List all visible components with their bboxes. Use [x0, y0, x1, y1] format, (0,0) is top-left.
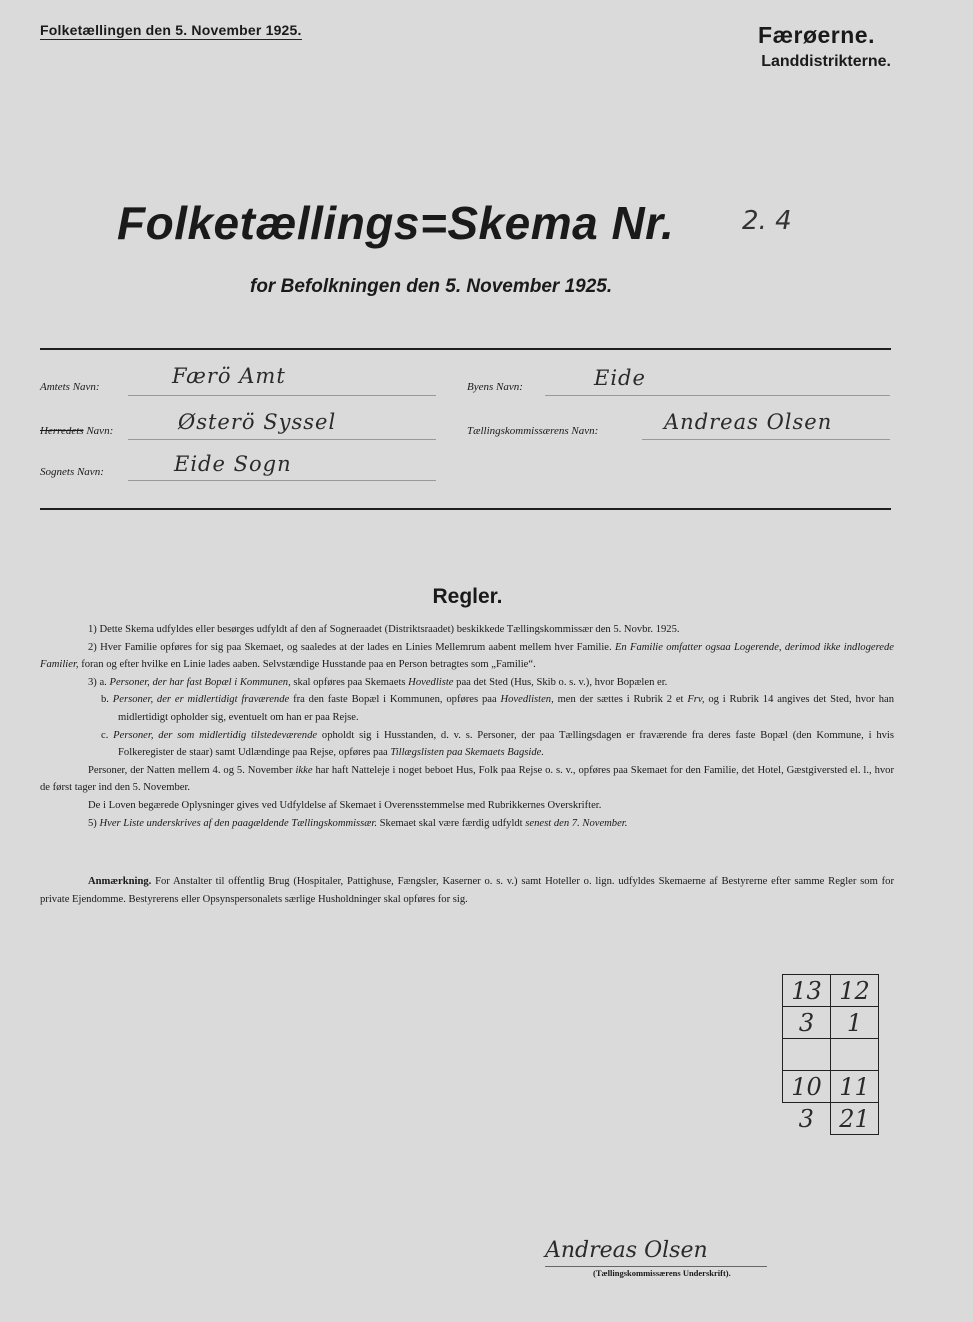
rule-3a-text-end: paa det Sted (Hus, Skib o. s. v.), hvor Bopælen er.: [456, 676, 668, 688]
rule-5-num: 5): [88, 817, 97, 829]
rule-2-text-end: foran og efter hvilke en Linie lades aaben. Selvstændige Husstande paa en Person betragtes som „Familie“.: [81, 659, 536, 671]
note-text: For Anstalter til offentlig Brug (Hospitaler, Pattighuse, Fængsler, Kaserner o. s. v.) samt Hoteller o. lign. udfyldes Skemaerne af Bestyrerne efter samme Regler som for private Ejendomme. Bestyrerens eller Opsynspersonalets særlige Husholdninger skal opføres for sig.: [40, 876, 894, 905]
tally-cell: 1: [831, 1007, 879, 1039]
by-line: [545, 395, 890, 396]
tally-cell: 3: [783, 1103, 831, 1135]
rule-3b-italic-2: Hovedlisten,: [500, 694, 554, 706]
rule-3c-text: opholdt sig i Husstanden, d. v. s. Personer, der paa Tællingsdagen er fraværende fra deres faste Bopæl (den Kommune, i hvis Folkeregister de staar) samt Udlændinge paa Rejse, opføres paa: [118, 729, 894, 759]
rule-3a-text: skal opføres paa Skemaets: [293, 676, 406, 688]
rule-3b-italic-3: Frv,: [687, 694, 705, 706]
tally-cell: 21: [831, 1103, 879, 1135]
note-label: Anmærkning.: [88, 876, 152, 887]
kommissaer-line: [642, 439, 890, 440]
herred-label-suffix: Navn:: [83, 425, 114, 437]
signature-caption: (Tællingskommissærens Underskrift).: [593, 1268, 731, 1278]
kommissaer-value: Andreas Olsen: [664, 410, 833, 434]
herred-line: [128, 439, 436, 440]
sogn-value: Eide Sogn: [174, 452, 292, 476]
amt-label: Amtets Navn:: [40, 381, 100, 393]
form-number-handwritten: 2. 4: [742, 206, 792, 236]
rules-heading: Regler.: [432, 585, 503, 608]
rules-body: [40, 621, 894, 832]
rule-3c-italic-2: Tillægslisten paa Skemaets Bagside.: [390, 747, 545, 759]
rule-3b-text-2: men der sættes i Rubrik 2 et: [557, 694, 684, 706]
tally-table: [782, 974, 879, 1135]
amt-line: [128, 395, 436, 396]
tally-cell: [831, 1039, 879, 1071]
rule-3c-italic: Personer, der som midlertidig tilstedeværende: [113, 729, 318, 741]
herred-label: [40, 425, 113, 437]
rule-2-italic: En Familie omfatter ogsaa Logerende, derimod ikke indlogerede Familier,: [40, 641, 894, 671]
tally-row: [783, 1103, 879, 1135]
region-header: [758, 22, 891, 71]
rule-5: [40, 815, 894, 833]
tally-cell: 3: [783, 1007, 831, 1039]
region-subtitle: Landdistrikterne.: [761, 53, 891, 70]
tally-cell: 12: [831, 975, 879, 1007]
tally-row: [783, 1007, 879, 1039]
rule-5-text: Skemaet skal være færdig udfyldt: [379, 817, 523, 829]
rule-3b-italic: Personer, der er midlertidigt fraværende: [112, 694, 290, 706]
rule-4: [40, 762, 894, 797]
bottom-divider: [40, 508, 891, 510]
rule-3b-text: fra den faste Bopæl i Kommunen, opføres paa: [293, 694, 497, 706]
rule-3c-num: c.: [101, 729, 109, 741]
by-value: Eide: [594, 366, 646, 390]
rule-2-text: 2) Hver Familie opføres for sig paa Skemaet, og saaledes at der lades en Linies Mellemrum aabent mellem hver Familie.: [88, 641, 612, 653]
rule-2: [40, 639, 894, 674]
signature: Andreas Olsen: [545, 1238, 708, 1263]
form-subtitle: for Befolkningen den 5. November 1925.: [250, 276, 613, 297]
rule-4-law: De i Loven begærede Oplysninger gives ved Udfyldelse af Skemaet i Overensstemmelse med Rubrikkernes Overskrifter.: [88, 799, 602, 811]
rule-5-italic-2: senest den 7. November.: [525, 817, 628, 829]
rule-3a-italic: Personer, der har fast Bopæl i Kommunen,: [109, 676, 291, 688]
rule-3b-num: b.: [101, 694, 109, 706]
form-title: Folketællings=Skema Nr.: [117, 197, 675, 249]
top-divider: [40, 348, 891, 350]
tally-cell: 11: [831, 1071, 879, 1103]
rule-4-italic: ikke: [295, 764, 313, 776]
rule-3a-num: 3) a.: [88, 676, 107, 688]
tally-cell: 10: [783, 1071, 831, 1103]
rule-4-text: Personer, der Natten mellem 4. og 5. November: [88, 764, 293, 776]
rule-3b: [40, 691, 894, 726]
herred-value: Østerö Syssel: [178, 410, 337, 434]
tally-cell: 13: [783, 975, 831, 1007]
sogn-label: Sognets Navn:: [40, 466, 104, 478]
rule-5-italic: Hver Liste underskrives af den paagældende Tællingskommissær.: [99, 817, 377, 829]
amt-value: Færö Amt: [172, 364, 286, 388]
census-date-header: Folketællingen den 5. November 1925.: [40, 22, 302, 38]
signature-line: [545, 1266, 767, 1267]
region-title: Færøerne.: [758, 22, 875, 48]
note-paragraph: [40, 873, 894, 908]
tally-cell: [783, 1039, 831, 1071]
tally-row: [783, 975, 879, 1007]
sogn-line: [128, 480, 436, 481]
tally-row: [783, 1071, 879, 1103]
herred-label-struck: Herredets: [40, 425, 84, 437]
rule-3b-text-end: og i Rubrik 14 angives det Sted, hvor han midlertidigt opholder sig, eventuelt om han er paa Rejse.: [118, 694, 894, 723]
rule-4-text-end: har haft Natteleje i noget beboet Hus, Folk paa Rejse o. s. v., opføres paa Skemaet for den Familie, det Hotel, Gæstgiversted el. l., hvor de først tager ind den 5. November.: [40, 764, 894, 794]
tally-row: [783, 1039, 879, 1071]
rule-3c: [40, 727, 894, 762]
by-label: Byens Navn:: [467, 381, 523, 393]
rule-3a-italic-2: Hovedliste: [408, 676, 454, 688]
rule-3a: [40, 674, 894, 692]
kommissaer-label: Tællingskommissærens Navn:: [467, 425, 599, 437]
tally-box: [782, 974, 880, 1135]
rule-1: 1) Dette Skema udfyldes eller besørges udfyldt af den af Sogneraadet (Distriktsraadet) beskikkede Tællingskommissær den 5. Novbr. 1925.: [88, 624, 680, 635]
